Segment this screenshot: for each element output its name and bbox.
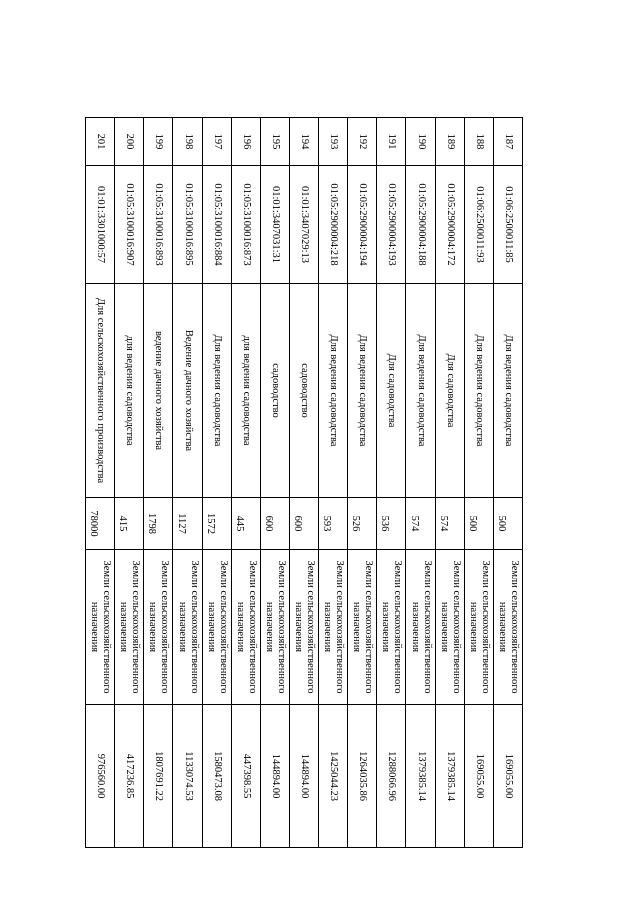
table-row (202, 118, 231, 848)
area-cell: 445 (231, 498, 260, 550)
cadastral-value-cell: 144894.00 (290, 705, 319, 848)
land-category-cell: Земли сельскохозяйственного назначения (86, 550, 115, 705)
land-category-cell: Земли сельскохозяйственного назначения (377, 550, 406, 705)
row-number-cell: 200 (115, 118, 144, 166)
row-number-cell: 197 (202, 118, 231, 166)
cadastral-number-cell: 01:01:3407029:13 (290, 166, 319, 284)
cadastral-value-cell: 1580473.08 (202, 705, 231, 848)
cadastral-value-cell: 1807691.22 (144, 705, 173, 848)
area-cell: 574 (435, 498, 464, 550)
table-row (115, 118, 144, 848)
area-cell: 600 (260, 498, 289, 550)
area-cell: 593 (319, 498, 348, 550)
row-number-cell: 196 (231, 118, 260, 166)
table-row (348, 118, 377, 848)
cadastral-number-cell: 01:05:3100016:895 (173, 166, 202, 284)
land-category-cell: Земли сельскохозяйственного назначения (231, 550, 260, 705)
cadastral-number-cell: 01:05:2900004:218 (319, 166, 348, 284)
permitted-use-cell: ведение дачного хозяйства (144, 284, 173, 498)
cadastral-number-cell: 01:05:3100016:893 (144, 166, 173, 284)
land-category-cell: Земли сельскохозяйственного назначения (493, 550, 522, 705)
permitted-use-cell: Для садоводства (377, 284, 406, 498)
table-row (435, 118, 464, 848)
area-cell: 415 (115, 498, 144, 550)
cadastral-number-cell: 01:05:3100016:884 (202, 166, 231, 284)
area-cell: 526 (348, 498, 377, 550)
land-category-cell: Земли сельскохозяйственного назначения (464, 550, 493, 705)
table-row (144, 118, 173, 848)
permitted-use-cell: Для ведения садоводства (319, 284, 348, 498)
land-category-cell: Земли сельскохозяйственного назначения (406, 550, 435, 705)
permitted-use-cell: Ведение дачного хозяйства (173, 284, 202, 498)
permitted-use-cell: Для сельскохозяйственного производства (86, 284, 115, 498)
table-row (260, 118, 289, 848)
cadastral-value-cell: 1264035.86 (348, 705, 377, 848)
land-category-cell: Земли сельскохозяйственного назначения (348, 550, 377, 705)
row-number-cell: 191 (377, 118, 406, 166)
cadastral-number-cell: 01:01:3301000:57 (86, 166, 115, 284)
row-number-cell: 199 (144, 118, 173, 166)
cadastral-value-cell: 1425044.23 (319, 705, 348, 848)
permitted-use-cell: Для ведения садоводства (406, 284, 435, 498)
row-number-cell: 201 (86, 118, 115, 166)
permitted-use-cell: садоводство (260, 284, 289, 498)
table-row (464, 118, 493, 848)
cadastral-number-cell: 01:05:2900004:172 (435, 166, 464, 284)
area-cell: 574 (406, 498, 435, 550)
area-cell: 1127 (173, 498, 202, 550)
permitted-use-cell: садоводство (290, 284, 319, 498)
table-row (377, 118, 406, 848)
cadastral-value-cell: 1379385.14 (435, 705, 464, 848)
cadastral-value-cell: 169055.00 (493, 705, 522, 848)
land-plots-table (85, 117, 523, 848)
cadastral-value-cell: 1379385.14 (406, 705, 435, 848)
row-number-cell: 198 (173, 118, 202, 166)
land-category-cell: Земли сельскохозяйственного назначения (202, 550, 231, 705)
cadastral-number-cell: 01:05:2900004:193 (377, 166, 406, 284)
table-row (406, 118, 435, 848)
land-plots-table-body (86, 118, 523, 848)
cadastral-number-cell: 01:05:3100016:907 (115, 166, 144, 284)
row-number-cell: 193 (319, 118, 348, 166)
row-number-cell: 189 (435, 118, 464, 166)
cadastral-value-cell: 169055.00 (464, 705, 493, 848)
table-row (231, 118, 260, 848)
permitted-use-cell: Для ведения садоводства (348, 284, 377, 498)
cadastral-number-cell: 01:05:2900004:188 (406, 166, 435, 284)
land-category-cell: Земли сельскохозяйственного назначения (319, 550, 348, 705)
table-row (86, 118, 115, 848)
area-cell: 500 (493, 498, 522, 550)
permitted-use-cell: Для ведения садоводства (202, 284, 231, 498)
area-cell: 1798 (144, 498, 173, 550)
cadastral-number-cell: 01:05:2900004:194 (348, 166, 377, 284)
table-row (173, 118, 202, 848)
land-category-cell: Земли сельскохозяйственного назначения (115, 550, 144, 705)
land-category-cell: Земли сельскохозяйственного назначения (260, 550, 289, 705)
cadastral-number-cell: 01:06:2500011:93 (464, 166, 493, 284)
row-number-cell: 190 (406, 118, 435, 166)
row-number-cell: 195 (260, 118, 289, 166)
cadastral-value-cell: 447398.55 (231, 705, 260, 848)
cadastral-number-cell: 01:01:3407031:31 (260, 166, 289, 284)
cadastral-value-cell: 976560.00 (86, 705, 115, 848)
land-category-cell: Земли сельскохозяйственного назначения (435, 550, 464, 705)
area-cell: 600 (290, 498, 319, 550)
cadastral-number-cell: 01:05:3100016:873 (231, 166, 260, 284)
cadastral-value-cell: 1133074.53 (173, 705, 202, 848)
table-row (493, 118, 522, 848)
permitted-use-cell: для ведения садоводства (231, 284, 260, 498)
rotated-table-wrapper (85, 117, 523, 847)
area-cell: 536 (377, 498, 406, 550)
land-category-cell: Земли сельскохозяйственного назначения (290, 550, 319, 705)
row-number-cell: 192 (348, 118, 377, 166)
permitted-use-cell: Для садоводства (435, 284, 464, 498)
permitted-use-cell: для ведения садоводства (115, 284, 144, 498)
land-category-cell: Земли сельскохозяйственного назначения (173, 550, 202, 705)
row-number-cell: 194 (290, 118, 319, 166)
row-number-cell: 187 (493, 118, 522, 166)
cadastral-value-cell: 1288066.96 (377, 705, 406, 848)
table-row (319, 118, 348, 848)
permitted-use-cell: Для ведения садоводства (464, 284, 493, 498)
table-row (290, 118, 319, 848)
row-number-cell: 188 (464, 118, 493, 166)
permitted-use-cell: Для ведения садоводства (493, 284, 522, 498)
cadastral-number-cell: 01:06:2500011:85 (493, 166, 522, 284)
cadastral-value-cell: 417236.85 (115, 705, 144, 848)
area-cell: 500 (464, 498, 493, 550)
area-cell: 78000 (86, 498, 115, 550)
cadastral-value-cell: 144894.00 (260, 705, 289, 848)
land-category-cell: Земли сельскохозяйственного назначения (144, 550, 173, 705)
area-cell: 1572 (202, 498, 231, 550)
